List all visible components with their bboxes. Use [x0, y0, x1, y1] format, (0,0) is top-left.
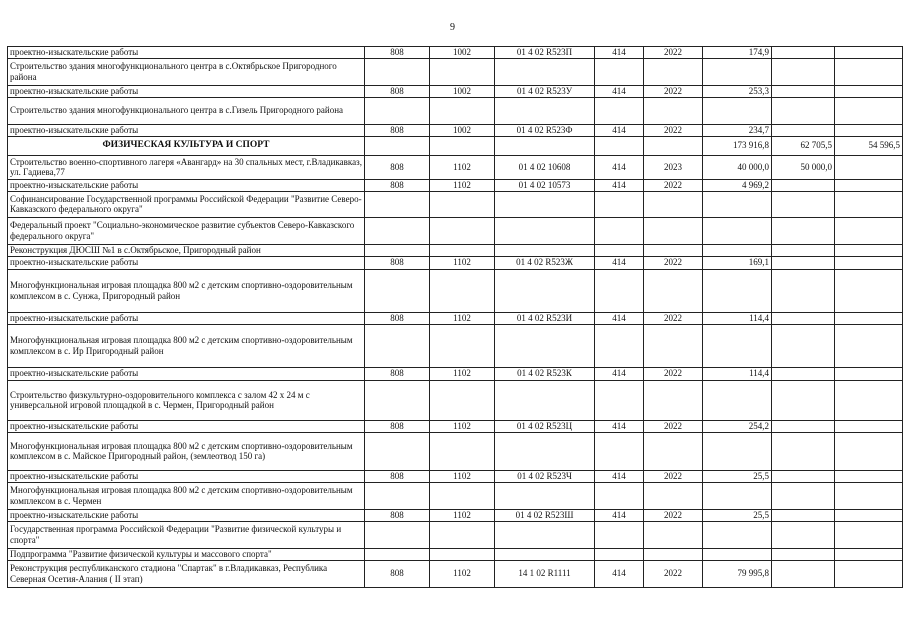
amount-1: 174,9	[703, 47, 772, 59]
section-code: 1002	[430, 47, 495, 59]
row-description: проектно-изыскательские работы	[8, 124, 365, 136]
section-code: 1002	[430, 85, 495, 97]
expense-type-code	[595, 324, 644, 367]
amount-1	[703, 432, 772, 470]
row-description: Реконструкция республиканского стадиона "Спартак" в г.Владикавказ, Республика Северная Осетия-Алания ( II этап)	[8, 560, 365, 587]
amount-2	[772, 432, 835, 470]
amount-3	[835, 256, 903, 269]
year-cell	[644, 482, 703, 509]
target-article-code: 14 1 02 R1111	[495, 560, 595, 587]
year-cell: 2022	[644, 470, 703, 482]
amount-1: 114,4	[703, 367, 772, 380]
expense-type-code	[595, 97, 644, 124]
amount-1	[703, 521, 772, 548]
amount-3	[835, 269, 903, 312]
department-code: 808	[365, 47, 430, 59]
expense-type-code	[595, 217, 644, 244]
row-description: Строительство здания многофункционального центра в с.Гизель Пригородного района	[8, 97, 365, 124]
year-cell	[644, 432, 703, 470]
amount-2	[772, 380, 835, 420]
amount-1	[703, 58, 772, 85]
year-cell	[644, 217, 703, 244]
row-description: Федеральный проект "Социально-экономическое развитие субъектов Северо-Кавказского федерального округа"	[8, 217, 365, 244]
department-code: 808	[365, 560, 430, 587]
table-row	[8, 256, 903, 269]
section-code: 1102	[430, 367, 495, 380]
department-code: 808	[365, 509, 430, 521]
department-code: 808	[365, 85, 430, 97]
amount-3	[835, 179, 903, 191]
target-article-code	[495, 217, 595, 244]
target-article-code: 01 4 02 R523К	[495, 367, 595, 380]
year-cell: 2022	[644, 560, 703, 587]
amount-1: 114,4	[703, 312, 772, 324]
amount-2	[772, 482, 835, 509]
amount-1: 25,5	[703, 470, 772, 482]
amount-3	[835, 155, 903, 179]
section-code	[430, 324, 495, 367]
amount-2	[772, 97, 835, 124]
department-code: 808	[365, 312, 430, 324]
table-row	[8, 548, 903, 560]
expense-type-code	[595, 244, 644, 256]
year-cell: 2022	[644, 179, 703, 191]
table-row	[8, 85, 903, 97]
department-code: 808	[365, 179, 430, 191]
amount-3: 54 596,5	[835, 136, 903, 155]
target-article-code	[495, 191, 595, 217]
department-code	[365, 58, 430, 85]
amount-1: 40 000,0	[703, 155, 772, 179]
target-article-code: 01 4 02 R523Ш	[495, 509, 595, 521]
department-code	[365, 269, 430, 312]
table-row	[8, 124, 903, 136]
amount-3	[835, 521, 903, 548]
department-code: 808	[365, 124, 430, 136]
amount-2	[772, 85, 835, 97]
expense-type-code: 414	[595, 367, 644, 380]
amount-1	[703, 324, 772, 367]
department-code	[365, 244, 430, 256]
row-description: Многофункциональная игровая площадка 800 м2 с детским спортивно-оздоровительным комплексом в с. Ир Пригородный район	[8, 324, 365, 367]
row-description: ФИЗИЧЕСКАЯ КУЛЬТУРА И СПОРТ	[8, 136, 365, 155]
year-cell: 2022	[644, 124, 703, 136]
amount-3	[835, 47, 903, 59]
department-code: 808	[365, 470, 430, 482]
amount-3	[835, 509, 903, 521]
department-code	[365, 324, 430, 367]
page-number: 9	[450, 22, 455, 33]
year-cell: 2022	[644, 509, 703, 521]
year-cell: 2023	[644, 155, 703, 179]
department-code: 808	[365, 367, 430, 380]
table-row	[8, 155, 903, 179]
amount-3	[835, 191, 903, 217]
amount-2	[772, 509, 835, 521]
expense-type-code	[595, 482, 644, 509]
table-row	[8, 432, 903, 470]
section-code	[430, 432, 495, 470]
expense-type-code	[595, 58, 644, 85]
department-code	[365, 521, 430, 548]
table-row	[8, 482, 903, 509]
amount-1	[703, 548, 772, 560]
expense-type-code: 414	[595, 155, 644, 179]
department-code	[365, 380, 430, 420]
expense-type-code	[595, 548, 644, 560]
expense-type-code: 414	[595, 124, 644, 136]
year-cell	[644, 191, 703, 217]
year-cell: 2022	[644, 85, 703, 97]
year-cell	[644, 97, 703, 124]
row-description: Строительство здания многофункционального центра в с.Октябрьское Пригородного района	[8, 58, 365, 85]
target-article-code: 01 4 02 R523Ц	[495, 420, 595, 432]
amount-2	[772, 269, 835, 312]
amount-2	[772, 420, 835, 432]
amount-2	[772, 256, 835, 269]
target-article-code	[495, 482, 595, 509]
table-row	[8, 509, 903, 521]
department-code: 808	[365, 256, 430, 269]
section-code	[430, 244, 495, 256]
section-code	[430, 521, 495, 548]
row-description: проектно-изыскательские работы	[8, 312, 365, 324]
section-code: 1102	[430, 509, 495, 521]
row-description: Многофункциональная игровая площадка 800 м2 с детским спортивно-оздоровительным комплексом в с. Майское Пригородный район, (землеотвод 150 га)	[8, 432, 365, 470]
department-code: 808	[365, 155, 430, 179]
section-code	[430, 58, 495, 85]
row-description: проектно-изыскательские работы	[8, 420, 365, 432]
table-row	[8, 47, 903, 59]
department-code	[365, 482, 430, 509]
amount-1	[703, 97, 772, 124]
table-row	[8, 191, 903, 217]
amount-2	[772, 470, 835, 482]
section-code	[430, 217, 495, 244]
amount-3	[835, 97, 903, 124]
amount-1	[703, 380, 772, 420]
budget-table-body	[8, 47, 903, 588]
expense-type-code	[595, 136, 644, 155]
year-cell: 2022	[644, 256, 703, 269]
row-description: Софинансирование Государственной программы Российской Федерации "Развитие Северо-Кавказского федерального округа"	[8, 191, 365, 217]
amount-1: 173 916,8	[703, 136, 772, 155]
table-row	[8, 367, 903, 380]
department-code	[365, 136, 430, 155]
section-code: 1002	[430, 124, 495, 136]
section-code: 1102	[430, 420, 495, 432]
section-code	[430, 191, 495, 217]
target-article-code	[495, 97, 595, 124]
amount-1: 234,7	[703, 124, 772, 136]
expense-type-code: 414	[595, 560, 644, 587]
expense-type-code	[595, 191, 644, 217]
amount-1: 169,1	[703, 256, 772, 269]
row-description: проектно-изыскательские работы	[8, 367, 365, 380]
table-row	[8, 470, 903, 482]
amount-3	[835, 420, 903, 432]
section-code: 1102	[430, 256, 495, 269]
year-cell	[644, 521, 703, 548]
amount-2	[772, 47, 835, 59]
department-code: 808	[365, 420, 430, 432]
amount-3	[835, 560, 903, 587]
department-code	[365, 217, 430, 244]
section-code	[430, 548, 495, 560]
year-cell	[644, 136, 703, 155]
table-row	[8, 420, 903, 432]
row-description: проектно-изыскательские работы	[8, 179, 365, 191]
section-code	[430, 136, 495, 155]
table-row	[8, 217, 903, 244]
section-code	[430, 482, 495, 509]
budget-table	[7, 46, 903, 588]
amount-3	[835, 367, 903, 380]
row-description: проектно-изыскательские работы	[8, 85, 365, 97]
section-code: 1102	[430, 560, 495, 587]
amount-2: 62 705,5	[772, 136, 835, 155]
amount-2	[772, 179, 835, 191]
expense-type-code: 414	[595, 509, 644, 521]
expense-type-code: 414	[595, 179, 644, 191]
year-cell: 2022	[644, 367, 703, 380]
target-article-code	[495, 432, 595, 470]
amount-1: 4 969,2	[703, 179, 772, 191]
row-description: Строительство физкультурно-оздоровительного комплекса с залом 42 х 24 м с универсальной игровой площадкой в с. Чермен, Пригородный район	[8, 380, 365, 420]
amount-3	[835, 324, 903, 367]
department-code	[365, 191, 430, 217]
row-description: проектно-изыскательские работы	[8, 470, 365, 482]
department-code	[365, 548, 430, 560]
amount-3	[835, 217, 903, 244]
year-cell: 2022	[644, 420, 703, 432]
amount-3	[835, 312, 903, 324]
expense-type-code: 414	[595, 47, 644, 59]
row-description: Строительство военно-спортивного лагеря «Авангард» на 30 спальных мест, г.Владикавказ, ул. Гадиева,77	[8, 155, 365, 179]
target-article-code	[495, 269, 595, 312]
target-article-code	[495, 380, 595, 420]
target-article-code: 01 4 02 R523П	[495, 47, 595, 59]
table-row	[8, 97, 903, 124]
amount-3	[835, 244, 903, 256]
table-row	[8, 380, 903, 420]
expense-type-code: 414	[595, 312, 644, 324]
year-cell: 2022	[644, 47, 703, 59]
expense-type-code: 414	[595, 85, 644, 97]
amount-2	[772, 244, 835, 256]
target-article-code: 01 4 02 R523У	[495, 85, 595, 97]
amount-1	[703, 269, 772, 312]
target-article-code	[495, 58, 595, 85]
department-code	[365, 432, 430, 470]
target-article-code: 01 4 02 R523Ж	[495, 256, 595, 269]
target-article-code: 01 4 02 R523Ч	[495, 470, 595, 482]
expense-type-code	[595, 432, 644, 470]
amount-2	[772, 560, 835, 587]
amount-3	[835, 124, 903, 136]
amount-3	[835, 380, 903, 420]
section-row	[8, 136, 903, 155]
target-article-code: 01 4 02 R523Ф	[495, 124, 595, 136]
year-cell	[644, 324, 703, 367]
amount-1	[703, 482, 772, 509]
table-row	[8, 312, 903, 324]
amount-3	[835, 85, 903, 97]
row-description: проектно-изыскательские работы	[8, 47, 365, 59]
amount-1: 79 995,8	[703, 560, 772, 587]
expense-type-code: 414	[595, 420, 644, 432]
row-description: проектно-изыскательские работы	[8, 509, 365, 521]
target-article-code	[495, 324, 595, 367]
row-description: проектно-изыскательские работы	[8, 256, 365, 269]
table-row	[8, 179, 903, 191]
section-code: 1102	[430, 470, 495, 482]
section-code	[430, 97, 495, 124]
target-article-code	[495, 521, 595, 548]
year-cell	[644, 380, 703, 420]
expense-type-code: 414	[595, 256, 644, 269]
amount-2	[772, 324, 835, 367]
target-article-code: 01 4 02 10573	[495, 179, 595, 191]
amount-3	[835, 482, 903, 509]
row-description: Многофункциональная игровая площадка 800 м2 с детским спортивно-оздоровительным комплексом в с. Сунжа, Пригородный район	[8, 269, 365, 312]
expense-type-code	[595, 269, 644, 312]
row-description: Реконструкция ДЮСШ №1 в с.Октябрьское, Пригородный район	[8, 244, 365, 256]
department-code	[365, 97, 430, 124]
year-cell	[644, 58, 703, 85]
row-description: Многофункциональная игровая площадка 800 м2 с детским спортивно-оздоровительным комплексом в с. Чермен	[8, 482, 365, 509]
amount-3	[835, 58, 903, 85]
year-cell	[644, 548, 703, 560]
section-code	[430, 380, 495, 420]
expense-type-code	[595, 380, 644, 420]
year-cell	[644, 244, 703, 256]
year-cell	[644, 269, 703, 312]
amount-1: 25,5	[703, 509, 772, 521]
table-row	[8, 58, 903, 85]
target-article-code: 01 4 02 R523И	[495, 312, 595, 324]
row-description: Подпрограмма "Развитие физической культуры и массового спорта"	[8, 548, 365, 560]
row-description: Государственная программа Российской Федерации "Развитие физической культуры и спорта"	[8, 521, 365, 548]
table-row	[8, 244, 903, 256]
year-cell: 2022	[644, 312, 703, 324]
target-article-code: 01 4 02 10608	[495, 155, 595, 179]
section-code: 1102	[430, 179, 495, 191]
amount-3	[835, 432, 903, 470]
table-row	[8, 324, 903, 367]
amount-1	[703, 244, 772, 256]
amount-1: 254,2	[703, 420, 772, 432]
amount-2	[772, 217, 835, 244]
table-row	[8, 269, 903, 312]
amount-2: 50 000,0	[772, 155, 835, 179]
table-row	[8, 560, 903, 587]
expense-type-code: 414	[595, 470, 644, 482]
amount-2	[772, 58, 835, 85]
amount-2	[772, 312, 835, 324]
amount-2	[772, 521, 835, 548]
amount-2	[772, 367, 835, 380]
amount-1	[703, 217, 772, 244]
target-article-code	[495, 136, 595, 155]
amount-1: 253,3	[703, 85, 772, 97]
amount-2	[772, 548, 835, 560]
section-code	[430, 269, 495, 312]
amount-2	[772, 124, 835, 136]
section-code: 1102	[430, 312, 495, 324]
amount-1	[703, 191, 772, 217]
table-row	[8, 521, 903, 548]
section-code: 1102	[430, 155, 495, 179]
amount-3	[835, 548, 903, 560]
target-article-code	[495, 244, 595, 256]
target-article-code	[495, 548, 595, 560]
amount-3	[835, 470, 903, 482]
expense-type-code	[595, 521, 644, 548]
amount-2	[772, 191, 835, 217]
